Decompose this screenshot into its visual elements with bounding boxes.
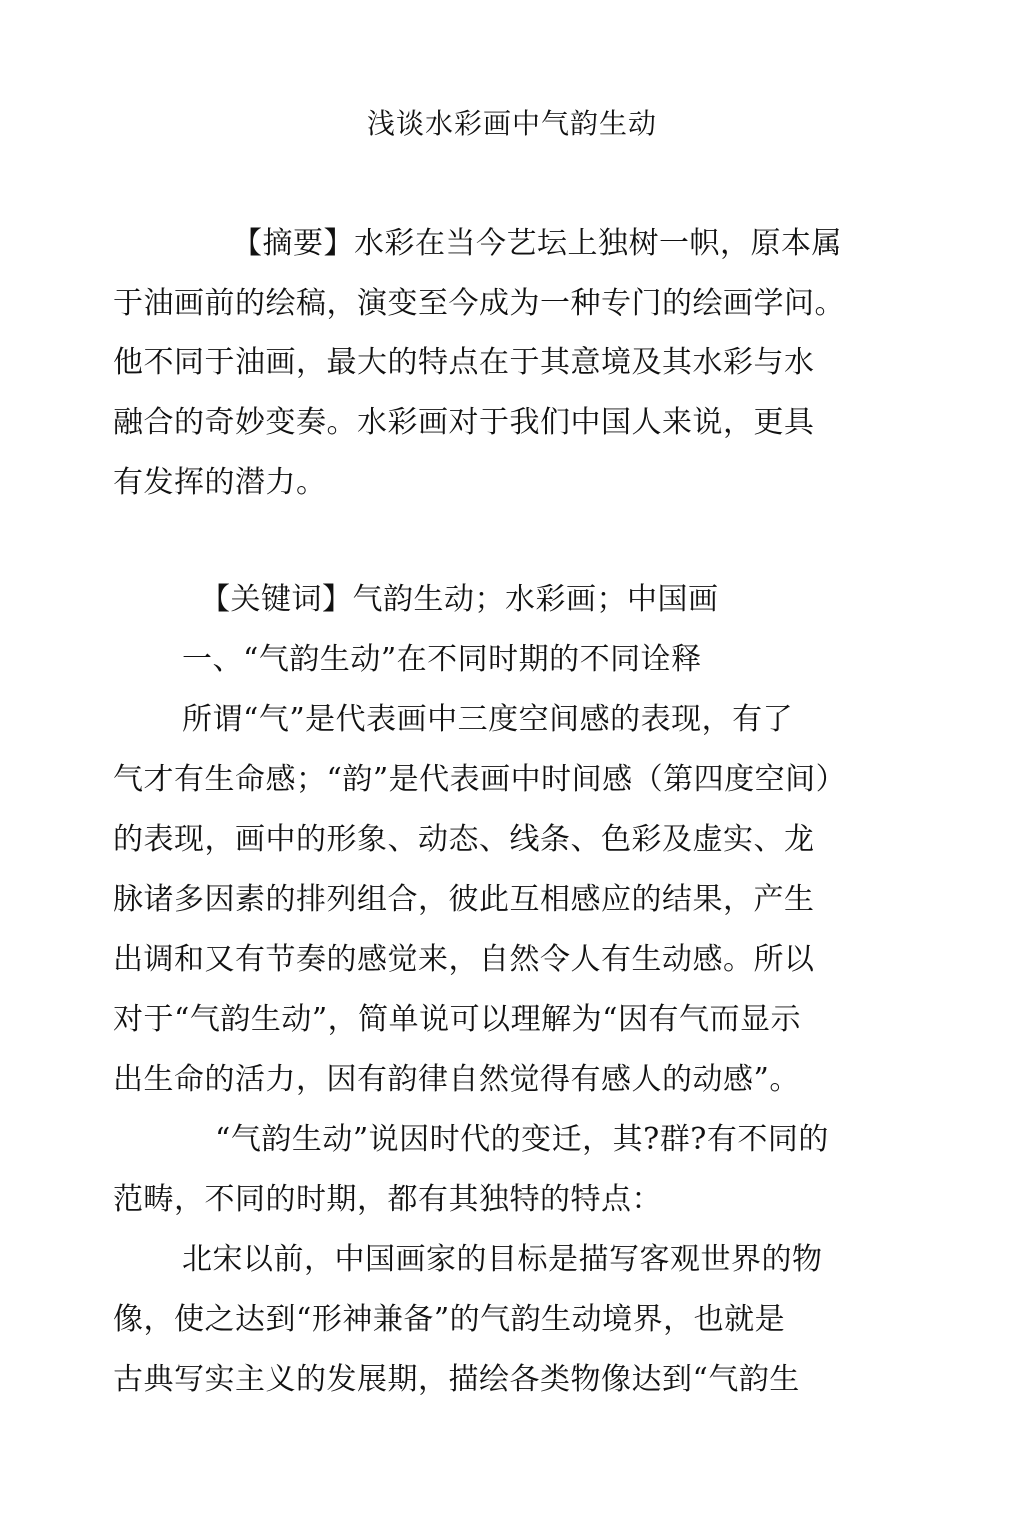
paragraph-line: 的表现，画中的形象、动态、线条、色彩及虚实、龙 bbox=[113, 822, 815, 857]
abstract-line: 融合的奇妙变奏。水彩画对于我们中国人来说，更具 bbox=[113, 405, 815, 440]
abstract-label: 【摘要】 bbox=[232, 226, 354, 261]
paragraph-line: 气才有生命感；“韵”是代表画中时间感（第四度空间） bbox=[113, 762, 847, 797]
section-heading: 一、“气韵生动”在不同时期的不同诠释 bbox=[182, 642, 702, 677]
abstract-line: 有发挥的潜力。 bbox=[113, 465, 327, 500]
paragraph-line: 出调和又有节奏的感觉来，自然令人有生动感。所以 bbox=[113, 942, 815, 977]
paragraph-line: 北宋以前，中国画家的目标是描写客观世界的物 bbox=[182, 1242, 823, 1277]
document-title: 浅谈水彩画中气韵生动 bbox=[366, 107, 657, 140]
paragraph-line: 出生命的活力，因有韵律自然觉得有感人的动感”。 bbox=[113, 1062, 800, 1097]
paragraph-line: 范畴，不同的时期，都有其独特的特点： bbox=[113, 1182, 662, 1217]
keywords-label: 【关键词】 bbox=[200, 582, 353, 617]
paragraph-line: 所谓“气”是代表画中三度空间感的表现，有了 bbox=[182, 702, 794, 737]
abstract-line: 于油画前的绘稿，演变至今成为一种专门的绘画学问。 bbox=[113, 286, 845, 321]
paragraph-line: 对于“气韵生动”，简单说可以理解为“因有气而显示 bbox=[113, 1002, 802, 1037]
keywords-text: 气韵生动；水彩画；中国画 bbox=[352, 582, 719, 617]
paragraph-line: 像，使之达到“形神兼备”的气韵生动境界，也就是 bbox=[113, 1302, 786, 1337]
paragraph-line: 脉诸多因素的排列组合，彼此互相感应的结果，产生 bbox=[113, 882, 815, 917]
abstract-line: 水彩在当今艺坛上独树一帜，原本属 bbox=[354, 226, 842, 261]
abstract-line: 他不同于油画，最大的特点在于其意境及其水彩与水 bbox=[113, 345, 815, 380]
paragraph-line: 古典写实主义的发展期，描绘各类物像达到“气韵生 bbox=[113, 1362, 800, 1397]
abstract-first-line bbox=[232, 224, 842, 264]
paragraph-line: “气韵生动”说因时代的变迁，其?群?有不同的 bbox=[215, 1122, 829, 1157]
keywords-line bbox=[200, 580, 719, 620]
